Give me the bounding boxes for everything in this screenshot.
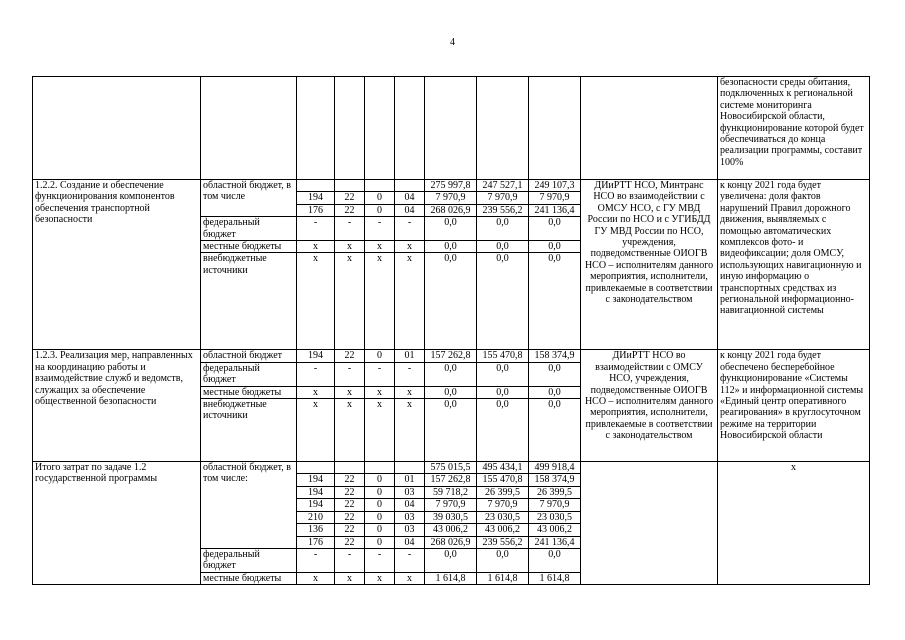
code-cell: x [365,253,395,350]
code-cell: x [395,386,425,398]
amount-cell: 1 614,8 [477,572,529,584]
amount-cell: 0,0 [425,241,477,253]
amount-cell: 26 399,5 [529,486,581,498]
code-cell: 194 [297,350,335,362]
table-row [33,462,870,474]
code-cell: - [297,548,335,572]
amount-cell: 0,0 [477,253,529,350]
expected-result-cell: к концу 2021 года будет обеспечено бесперебойное функционирование «Системы 112» и информационной системы «Единый центр оперативного реагирования» в круглосуточном режиме на территории Новосибирской области [718,350,870,462]
amount-cell: 0,0 [529,386,581,398]
code-cell: x [395,399,425,462]
amount-cell: 0,0 [477,241,529,253]
code-cell: 136 [297,524,335,536]
amount-cell: 157 262,8 [425,350,477,362]
code-cell: x [335,572,365,584]
code-cell: 0 [365,350,395,362]
code-cell: - [365,362,395,386]
budget-source-cell: местные бюджеты [201,572,297,584]
amount-cell: 7 970,9 [425,499,477,511]
continuation-row [33,77,870,180]
expected-result-cell: к концу 2021 года будет увеличена: доля фактов нарушений Правил дорожного движения, выявляемых с помощью автоматических комплексов фото- и видеофиксации; доля ОМСУ, использующих навигационную и иную информацию о транспортных средствах из региональной информационно-навигационной системы [718,180,870,350]
code-cell: - [395,362,425,386]
budget-source-cell: областной бюджет, в том числе [201,180,297,217]
activity-title-1-2-2: 1.2.2. Создание и обеспечение функционирования компонентов обеспечения транспортной безопасности [33,180,201,350]
code-cell: 04 [395,192,425,204]
activity-title-1-2-3: 1.2.3. Реализация мер, направленных на координацию работы и взаимодействие служб и ведомств, служащих за обеспечение общественной безопасности [33,350,201,462]
amount-cell: 7 970,9 [529,192,581,204]
amount-cell: 499 918,4 [529,462,581,474]
amount-cell: 155 470,8 [477,350,529,362]
amount-cell: 0,0 [477,386,529,398]
amount-cell: 241 136,4 [529,536,581,548]
amount-cell: 43 006,2 [529,524,581,536]
code-cell: 210 [297,511,335,523]
code-cell: 22 [335,536,365,548]
amount-cell: 0,0 [425,399,477,462]
amount-cell: 59 718,2 [425,486,477,498]
code-cell: 194 [297,486,335,498]
table-row [33,180,870,192]
code-cell: x [365,399,395,462]
code-cell: 22 [335,192,365,204]
amount-cell: 0,0 [529,548,581,572]
code-cell: 176 [297,536,335,548]
code-cell: 04 [395,204,425,216]
amount-cell: 575 015,5 [425,462,477,474]
code-cell: - [297,362,335,386]
code-cell: x [395,253,425,350]
amount-cell: 7 970,9 [529,499,581,511]
task-total-title: Итого затрат по задаче 1.2 государственной программы [33,462,201,585]
code-cell: x [297,572,335,584]
code-cell: 0 [365,511,395,523]
executors-cell: ДИиРТТ НСО, Минтранс НСО во взаимодействии с ОМСУ НСО, с ГУ МВД России по НСО и с УГИБДД ГУ МВД России по НСО, учреждения, подведомственные ОИОГВ НСО – исполнителям данного мероприятия, исполнители, привлекаемые в соответствии с законодательством [581,180,718,350]
code-cell: 03 [395,524,425,536]
code-cell: 0 [365,204,395,216]
amount-cell: 157 262,8 [425,474,477,486]
code-cell: 22 [335,474,365,486]
amount-cell: 0,0 [529,399,581,462]
amount-cell: 241 136,4 [529,204,581,216]
amount-cell: 0,0 [425,253,477,350]
amount-cell: 0,0 [529,241,581,253]
amount-cell: 268 026,9 [425,536,477,548]
amount-cell: 158 374,9 [529,350,581,362]
amount-cell: 158 374,9 [529,474,581,486]
code-cell: 176 [297,204,335,216]
amount-cell: 26 399,5 [477,486,529,498]
budget-source-cell: местные бюджеты [201,241,297,253]
expected-result-cell: безопасности среды обитания, подключенных к региональной системе мониторинга Новосибирской области, функционирование которой будет обеспечиваться до конца реализации программы, составит 100% [718,77,870,180]
budget-source-cell: местные бюджеты [201,386,297,398]
amount-cell: 0,0 [529,362,581,386]
amount-cell: 247 527,1 [477,180,529,192]
code-cell: x [297,386,335,398]
code-cell: - [335,217,365,241]
code-cell: - [365,217,395,241]
code-cell: 194 [297,192,335,204]
code-cell: - [395,548,425,572]
code-cell: 0 [365,536,395,548]
amount-cell: 23 030,5 [529,511,581,523]
code-cell: 03 [395,486,425,498]
code-cell: x [297,241,335,253]
code-cell: 01 [395,350,425,362]
budget-source-cell: областной бюджет [201,350,297,362]
table-row [33,350,870,362]
page-number: 4 [450,37,455,48]
executors-cell [581,462,718,585]
amount-cell: 7 970,9 [477,499,529,511]
code-cell: - [395,217,425,241]
code-cell: 22 [335,499,365,511]
amount-cell: 7 970,9 [477,192,529,204]
amount-cell: 7 970,9 [425,192,477,204]
code-cell: - [297,217,335,241]
code-cell: 22 [335,204,365,216]
code-cell: 194 [297,474,335,486]
code-cell: x [297,253,335,350]
code-cell: 22 [335,350,365,362]
amount-cell: 0,0 [425,386,477,398]
budget-source-cell: федеральный бюджет [201,217,297,241]
code-cell: x [395,572,425,584]
code-cell: x [297,399,335,462]
amount-cell: 275 997,8 [425,180,477,192]
code-cell: 0 [365,486,395,498]
amount-cell: 249 107,3 [529,180,581,192]
amount-cell: 43 006,2 [425,524,477,536]
code-cell: x [335,386,365,398]
code-cell: x [395,241,425,253]
executors-cell: ДИиРТТ НСО во взаимодействии с ОМСУ НСО, учреждения, подведомственные ОИОГВ НСО – исполнителям данного мероприятия, исполнители, привлекаемые в соответствии с законодательством [581,350,718,462]
amount-cell: 23 030,5 [477,511,529,523]
amount-cell: 0,0 [477,548,529,572]
amount-cell: 0,0 [425,362,477,386]
program-activities-table [32,76,870,585]
budget-source-cell: областной бюджет, в том числе: [201,462,297,549]
code-cell: x [335,253,365,350]
amount-cell: 0,0 [529,217,581,241]
code-cell: 0 [365,499,395,511]
code-cell: 0 [365,474,395,486]
amount-cell: 239 556,2 [477,204,529,216]
code-cell: x [335,241,365,253]
expected-result-cell: x [718,462,870,585]
code-cell: 22 [335,524,365,536]
code-cell: - [335,362,365,386]
budget-source-cell: внебюджетные источники [201,399,297,462]
amount-cell: 268 026,9 [425,204,477,216]
code-cell: 03 [395,511,425,523]
amount-cell: 0,0 [425,217,477,241]
amount-cell: 155 470,8 [477,474,529,486]
code-cell: x [365,386,395,398]
amount-cell: 0,0 [477,217,529,241]
budget-source-cell: внебюджетные источники [201,253,297,350]
amount-cell: 495 434,1 [477,462,529,474]
amount-cell: 239 556,2 [477,536,529,548]
code-cell: 0 [365,524,395,536]
budget-source-cell: федеральный бюджет [201,362,297,386]
amount-cell: 1 614,8 [425,572,477,584]
amount-cell: 39 030,5 [425,511,477,523]
code-cell: - [365,548,395,572]
amount-cell: 0,0 [477,399,529,462]
amount-cell: 0,0 [477,362,529,386]
code-cell: 04 [395,499,425,511]
amount-cell: 43 006,2 [477,524,529,536]
code-cell: 194 [297,499,335,511]
code-cell: 04 [395,536,425,548]
code-cell: 22 [335,486,365,498]
code-cell: x [335,399,365,462]
code-cell: 01 [395,474,425,486]
amount-cell: 0,0 [425,548,477,572]
code-cell: x [365,572,395,584]
amount-cell: 0,0 [529,253,581,350]
amount-cell: 1 614,8 [529,572,581,584]
code-cell: x [365,241,395,253]
budget-source-cell: федеральный бюджет [201,548,297,572]
code-cell: 0 [365,192,395,204]
code-cell: 22 [335,511,365,523]
code-cell: - [335,548,365,572]
